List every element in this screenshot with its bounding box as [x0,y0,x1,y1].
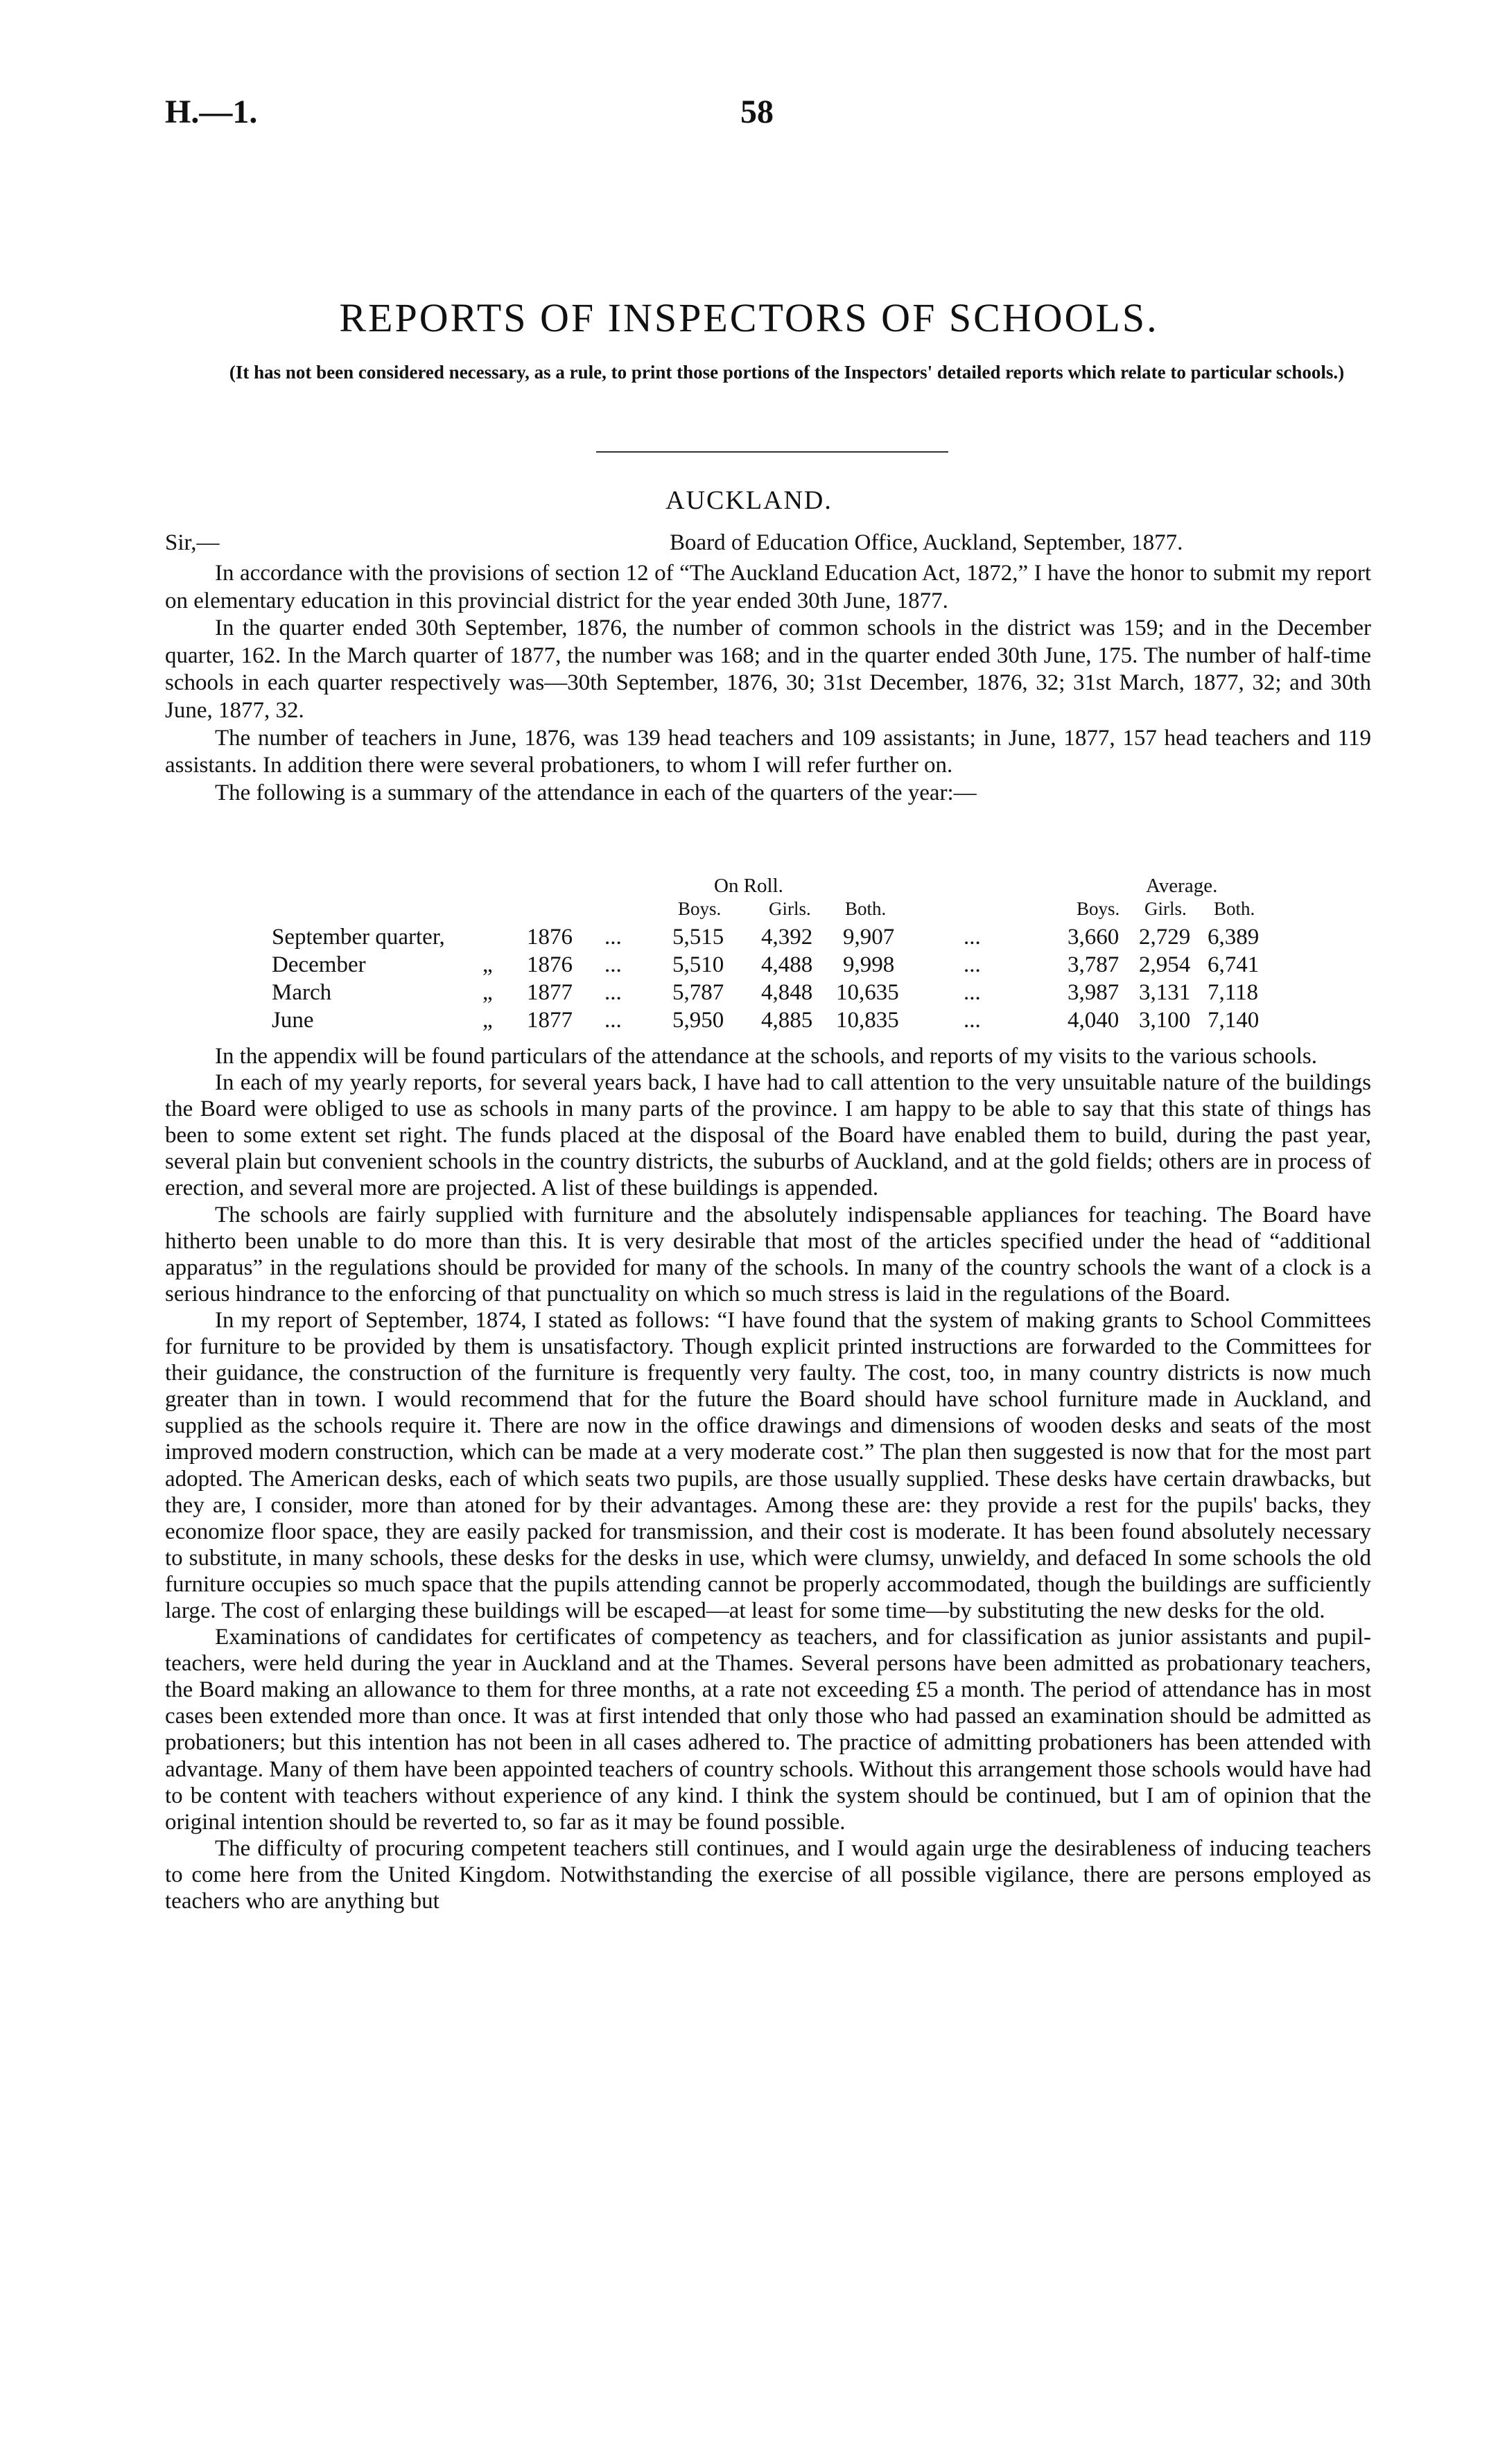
avg-both: 7,140 [1208,1008,1260,1033]
row-quarter: March [272,980,332,1005]
paragraph: In the appendix will be found particulars of the attendance at the schools, and reports of my visits to the various schools. [215,1044,1318,1069]
column-header: Boys. [1077,898,1120,919]
section-heading: AUCKLAND. [665,486,833,515]
paragraph: The difficulty of procuring competent teachers still continues, and I would again urge the desirableness of inducing teachers to come here from the United Kingdom. Notwithstanding the exercise of all possible vigilance, there are persons employed as teachers who are anything but [165,1835,1371,1914]
avg-girls: 2,729 [1139,925,1191,950]
roll-girls: 4,392 [761,925,813,950]
average-heading: Average. [1146,875,1218,897]
row-year: 1877 [527,1008,573,1033]
avg-both: 7,118 [1208,980,1259,1005]
document-code: H.—1. [165,94,258,130]
avg-both: 6,741 [1208,952,1260,977]
paragraph: In accordance with the provisions of section 12 of “The Auckland Education Act, 1872,” I have the honor to submit my report on elementary education in this provincial district for the year ended 30th June, 1877. [165,561,1371,613]
roll-boys: 5,787 [672,980,724,1005]
row-quarter: December [272,952,366,977]
row-leader: ... [604,980,622,1005]
avg-boys: 3,987 [1068,980,1120,1005]
avg-girls: 3,131 [1139,980,1191,1005]
avg-girls: 2,954 [1139,952,1191,977]
report-body-top [165,560,1371,807]
row-leader: ... [604,1008,622,1033]
divider [596,451,948,453]
roll-girls: 4,885 [761,1008,813,1033]
paragraph: The number of teachers in June, 1876, was 139 head teachers and 109 assistants; in June, 1877, 157 head teachers and 119 assistants. In addition there were several probationers, to whom I will refer further on. [165,725,1371,778]
attendance-table [0,875,1498,1038]
row-leader: ... [964,952,981,977]
roll-both: 9,998 [843,952,895,977]
editorial-note: (It has not been considered necessary, as a rule, to print those portions of the Inspectors' detailed reports which relate to particular schools.) [229,362,1345,383]
roll-girls: 4,488 [761,952,813,977]
paragraph: In each of my yearly reports, for several years back, I have had to call attention to the very unsuitable nature of the buildings the Board were obliged to use as schools in many parts of the province. I am happy to be able to say that this state of things has been to some extent set right. The funds placed at the disposal of the Board have enabled them to build, during the past year, several plain but convenient schools in the country districts, the suburbs of Auckland, and at the gold fields; others are in process of erection, and several more are projected. A list of these buildings is appended. [165,1070,1371,1201]
on-roll-heading: On Roll. [714,875,783,897]
page-title: REPORTS OF INSPECTORS OF SCHOOLS. [339,295,1159,340]
roll-both: 10,835 [836,1008,899,1033]
report-body-bottom [165,1043,1371,1914]
row-leader: ... [964,980,981,1005]
column-header: Girls. [769,898,811,919]
column-header: Girls. [1144,898,1187,919]
roll-both: 9,907 [843,925,895,950]
avg-boys: 3,787 [1068,952,1120,977]
paragraph: Examinations of candidates for certificates of competency as teachers, and for classification as junior assistants and pupil-teachers, were held during the year in Auckland and at the Thames. Several persons have been admitted as probationary teachers, the Board making an allowance to them for three months, at a rate not exceeding £5 a month. The period of attendance has in most cases been extended more than once. It was at first intended that only those who had passed an examination should be admitted as probationers; but this intention has not been in all cases adhered to. The practice of admitting probationers has been attended with advantage. Many of them have been appointed teachers of country schools. Without this arrangement those schools would have had to be content with teachers without experience of any kind. I think the system should be continued, but I am of opinion that the original intention should be reverted to, so far as it may be found possible. [165,1625,1371,1835]
column-header: Boys. [678,898,722,919]
paragraph: In my report of September, 1874, I stated as follows: “I have found that the system of making grants to School Committees for furniture to be provided by them is unsatisfactory. Though explicit printed instructions are forwarded to the Committees for their guidance, the construction of the furniture is frequently very faulty. The cost, too, in many country districts is now much greater than in town. I would recommend that for the future the Board should have school furniture made in Auckland, and supplied as the schools require it. There are now in the office drawings and dimensions of wooden desks and seats of the most improved modern construction, which can be made at a very moderate cost.” The plan then suggested is now that for the most part adopted. The American desks, each of which seats two pupils, are those usually supplied. These desks have certain drawbacks, but they are, I consider, more than atoned for by their advantages. Among these are: they provide a rest for the pupils' backs, they economize floor space, they are easily packed for transmission, and their cost is moderate. It has been found absolutely necessary to substitute, in many schools, these desks for the desks in use, which were clumsy, unwieldy, and defaced In some schools the old furniture occupies so much space that the pupils attending cannot be properly accommodated, though the buildings are sufficiently large. The cost of enlarging these buildings will be escaped—at least for some time—by substituting the new desks for the old. [165,1307,1371,1623]
row-leader: ... [604,925,622,950]
avg-boys: 3,660 [1068,925,1120,950]
dateline: Board of Education Office, Auckland, September, 1877. [670,530,1183,555]
roll-both: 10,635 [836,980,899,1005]
row-quarter: September quarter, [272,925,445,950]
row-year: 1877 [527,980,573,1005]
avg-girls: 3,100 [1139,1008,1191,1033]
row-leader: ... [964,925,981,950]
row-quarter: June [272,1008,314,1033]
roll-girls: 4,848 [761,980,813,1005]
salutation: Sir,— [165,530,220,555]
roll-boys: 5,510 [672,952,724,977]
paragraph: The schools are fairly supplied with furniture and the absolutely indispensable appliances for teaching. The Board have hitherto been unable to do more than this. It is very desirable that most of the articles specified under the head of “additional apparatus” in the regulations should be provided for many of the schools. In many of the country schools the want of a clock is a serious hindrance to the enforcing of that punctuality on which so much stress is laid in the regulations of the Board. [165,1202,1371,1307]
row-leader: ... [964,1008,981,1033]
column-header: Both. [845,898,887,919]
page-number: 58 [740,94,774,130]
paragraph: The following is a summary of the attendance in each of the quarters of the year:— [215,780,977,805]
roll-boys: 5,950 [672,1008,724,1033]
row-ditto: „ [482,1008,493,1033]
column-header: Both. [1214,898,1255,919]
roll-boys: 5,515 [672,925,724,950]
avg-boys: 4,040 [1068,1008,1120,1033]
row-ditto: „ [482,980,493,1005]
row-leader: ... [604,952,622,977]
paragraph: In the quarter ended 30th September, 1876, the number of common schools in the district was 159; and in the December quarter, 162. In the March quarter of 1877, the number was 168; and in the quarter ended 30th June, 175. The number of half-time schools in each quarter respectively was—30th September, 1876, 30; 31st December, 1876, 32; 31st March, 1877, 32; and 30th June, 1877, 32. [165,615,1371,723]
row-year: 1876 [527,952,573,977]
row-year: 1876 [527,925,573,950]
avg-both: 6,389 [1208,925,1260,950]
row-ditto: „ [482,952,493,977]
